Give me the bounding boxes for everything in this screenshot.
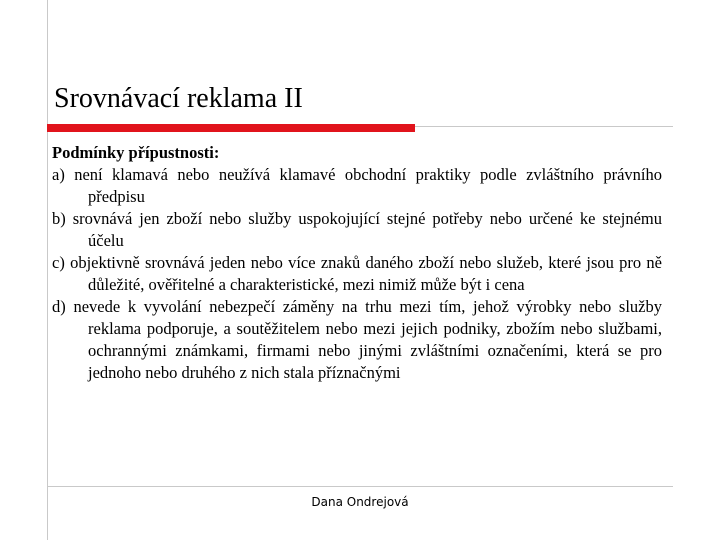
footer-divider [47, 486, 673, 487]
condition-item-b: b) srovnává jen zboží nebo služby uspokojující stejné potřeby nebo určené ke stejnému účelu [52, 209, 662, 250]
title-underline [415, 126, 673, 127]
conditions-heading: Podmínky přípustnosti: [52, 143, 220, 162]
slide-title: Srovnávací reklama II [54, 83, 303, 114]
condition-item-c: c) objektivně srovnává jeden nebo více znaků daného zboží nebo služeb, které jsou pro ně důležité, ověřitelné a charakteristické, mezi nimiž může být i cena [52, 253, 662, 294]
left-vertical-rule [47, 0, 48, 540]
condition-item-d: d) nevede k vyvolání nebezpečí záměny na trhu mezi tím, jehož výrobky nebo služby reklama podporuje, a soutěžitelem nebo mezi jejich podniky, zbožím nebo službami, ochrannými známkami, firmami nebo jinými zvláštními označeními, která se pro jednoho nebo druhého z nich stala příznačnými [52, 297, 662, 382]
slide-body [52, 142, 662, 384]
condition-item-a: a) není klamavá nebo neužívá klamavé obchodní praktiky podle zvláštního právního předpisu [52, 165, 662, 206]
footer-author: Dana Ondrejová [311, 495, 409, 509]
title-accent-bar [47, 124, 415, 132]
